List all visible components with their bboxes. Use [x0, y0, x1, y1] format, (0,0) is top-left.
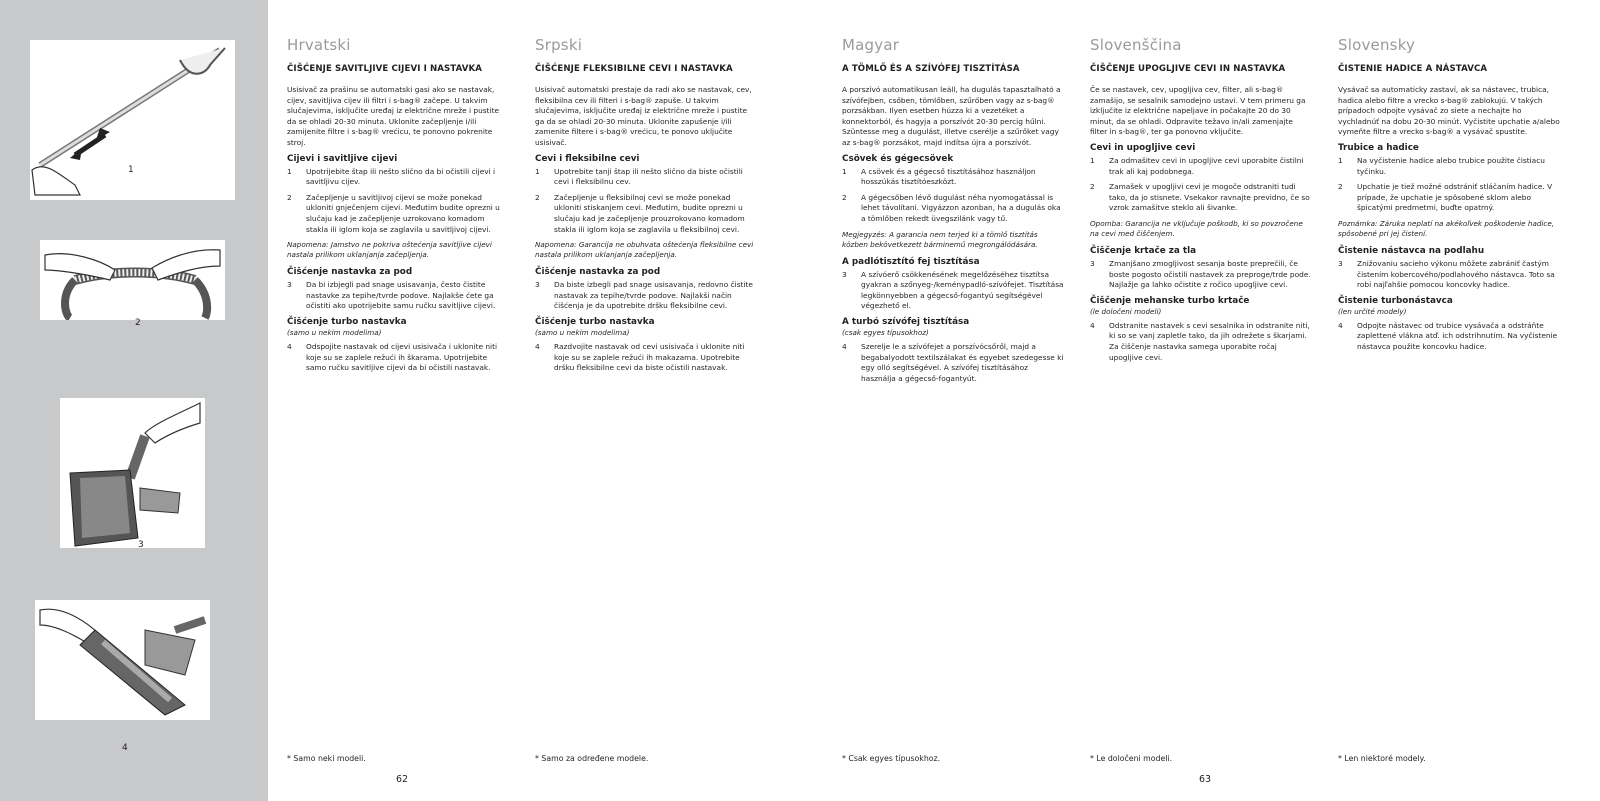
step-number: 3: [1090, 258, 1095, 268]
step-item: [1090, 259, 1312, 291]
step-text: Na vyčistenie hadice alebo trubice použite čistiacu tyčinku.: [1357, 155, 1545, 176]
intro-paragraph: A porszívó automatikusan leáll, ha dugulás tapasztalható a szívófejben, csőben, tömlőben, szűrőben vagy az s-bag® porzsákban. Ilyen esetben húzza ki a vezetéket a konnektorból, és hagyja a porszívót 20-30 percig hűlni. Szüntesse meg a dugulást, illetve cserélje a szűrőket vagy az s-bag® porzsákot, majd indítsa újra a porszívót.: [842, 85, 1061, 147]
step-item: [842, 167, 1064, 188]
step-text: Odpojte nástavec od trubice vysávača a odstráňte zaplettené vlákna atď. ich odstrihnutím. Na vyčistenie nástavca použite koncovku hadice.: [1357, 320, 1558, 351]
subheading: Čiščenje mehanske turbo krtače: [1090, 295, 1250, 306]
step-number: 4: [1090, 320, 1095, 330]
step-number: 3: [535, 280, 540, 290]
subheading: Trubice a hadice: [1338, 142, 1419, 153]
model-note: (samo u nekim modelima): [535, 327, 630, 337]
step-item: [287, 167, 509, 188]
illustration-hose-squeeze: [40, 240, 225, 320]
column-slovenscina: [1090, 36, 1312, 368]
model-note: (csak egyes típusokhoz): [842, 327, 929, 337]
intro-paragraph: Vysávač sa automaticky zastaví, ak sa nástavec, trubica, hadica alebo filtre a vrecko s-bag® zablokujú. V takých prípadoch odpojte vysávač zo siete a nechajte ho vychladnúť na dobu 20-30 minút. Vyčistite upchatie a/alebo vymeňte filtre a vrecko s-bag® a vysávač spustite.: [1338, 85, 1560, 137]
step-item: [1338, 182, 1560, 214]
step-item: [1338, 156, 1560, 177]
subheading: Čišćenje turbo nastavka: [535, 316, 655, 327]
figure-number: 3: [138, 540, 144, 550]
step-item: [287, 280, 509, 312]
subheading: Čistenie nástavca na podlahu: [1338, 245, 1485, 256]
step-number: 3: [1338, 258, 1343, 268]
subheading: Cevi i fleksibilne cevi: [535, 153, 640, 164]
section-title: ČIŠĆENJE SAVITLJIVE CIJEVI I NASTAVKA: [287, 64, 483, 74]
model-note: (samo u nekim modelima): [287, 327, 382, 337]
step-item: [535, 342, 757, 374]
step-text: Upchatie je tiež možné odstrániť stláčaním hadice. V prípade, že upchatie je spôsobené sklom alebo špicatými predmetmi, buďte opatrný.: [1357, 182, 1553, 213]
page-number-right: 63: [1199, 774, 1212, 785]
figure-number: 2: [135, 318, 141, 328]
step-text: Odspojite nastavak od cijevi usisivača i uklonite niti koje su se zaplele režući ih škarama. Upotrijebite samo ručku savitljive cijevi da bi očistili nastavak.: [306, 341, 498, 373]
note-text: Opomba: Garancija ne vključuje poškodb, ki so povzročene na cevi med čiščenjem.: [1090, 218, 1303, 238]
note-text: Napomena: Jamstvo ne pokriva oštećenja savitljive cijevi nastala prilikom uklanjanja začepljenja.: [287, 240, 492, 260]
step-text: Znižovaniu sacieho výkonu môžete zabrániť častým čistením kobercového/podlahového nástavca. Toto sa robí najľahšie pomocou koncovky hadice.: [1357, 258, 1555, 290]
step-text: Szerelje le a szívófejet a porszívócsőről, majd a begabalyodott textilszálakat és egyebet szedegesse ki egy olló segítségével. A szívófej tisztításához használja a gégecső-fogantyút.: [861, 341, 1064, 383]
step-text: Zmanjšano zmogljivost sesanja boste preprečili, če boste pogosto očistili nastavek za preproge/trde pode. Najlažje ga lahko očistite z ročico upogljive cevi.: [1109, 258, 1311, 290]
illustration-turbo-nozzle: [35, 600, 210, 720]
step-number: 1: [842, 166, 847, 176]
subheading: Čišćenje nastavka za pod: [535, 267, 661, 278]
note-text: Napomena: Garancija ne obuhvata oštećenja fleksibilne cevi nastala prilikom uklanjanja začepljenja.: [535, 240, 754, 260]
step-item: [535, 280, 757, 312]
section-title: ČISTENIE HADICE A NÁSTAVCA: [1338, 64, 1488, 74]
intro-paragraph: Usisivač automatski prestaje da radi ako se nastavak, cev, fleksibilna cev ili filteri i s-bag® zapuše. U takvim slučajevima, isključite uređaj iz električne mreže i pustite ga da se ohladi 20-30 minuta. Uklonite zapušenje i/ili zamenite filtere i s-bag® vrećicu, te ponovo uključite usisivač.: [535, 85, 752, 147]
step-text: Začepljenje u savitljivoj cijevi se može ponekad ukloniti gnječenjem cijevi. Međutim budite oprezni u slučaju kad je začepljenje uzrokovano komadom stakla ili iglom koja se zaglavila u savitljivoj cijevi.: [306, 192, 500, 234]
language-heading: Slovenščina: [1090, 36, 1182, 54]
language-heading: Hrvatski: [287, 36, 351, 54]
step-number: 3: [842, 269, 847, 279]
subheading: A turbó szívófej tisztítása: [842, 316, 970, 327]
model-note: (le določeni modeli): [1090, 306, 1162, 316]
step-item: [287, 193, 509, 235]
illustration-sidebar: [0, 0, 268, 801]
subheading: Čiščenje krtače za tla: [1090, 245, 1197, 256]
figure-number: 4: [122, 743, 128, 753]
step-text: Zamašek v upogljivi cevi je mogoče odstraniti tudi tako, da jo stisnete. Vsekakor ravnajte previdno, če so vzrok zamašitve steklo ali šivanke.: [1109, 182, 1310, 213]
step-text: Odstranite nastavek s cevi sesalnika in odstranite niti, ki so se vanj zapletle tako, da jih odrežete s škarjami. Za čiščenje nastavka samega uporabite ročaj upogljive cevi.: [1109, 320, 1310, 362]
step-number: 1: [1338, 155, 1343, 165]
step-item: [1338, 321, 1560, 353]
step-item: [1090, 182, 1312, 214]
intro-paragraph: Usisivač za prašinu se automatski gasi ako se nastavak, cijev, savitljiva cijev ili filtri i s-bag® začepe. U takvim slučajevima, isključite uređaj iz električne mreže i pustite da se ohladi 20-30 minuta. Uklonite začepljenje i/ili zamijenite filtre i s-bag® vrećicu, te ponovno pokrenite stroj.: [287, 85, 500, 147]
subheading: Cijevi i savitljive cijevi: [287, 153, 398, 164]
note-text: Megjegyzés: A garancia nem terjed ki a tömlő tisztítás közben bekövetkezett bárminemű megrongálódására.: [842, 229, 1038, 249]
subheading: Čistenie turbonástavca: [1338, 295, 1453, 306]
column-hrvatski: [287, 36, 509, 379]
step-number: 2: [1338, 182, 1343, 192]
step-item: [842, 342, 1064, 384]
step-item: [1090, 321, 1312, 363]
footnote-magyar: * Csak egyes típusokhoz.: [842, 754, 941, 763]
illustration-floor-nozzle: [60, 398, 205, 548]
column-srpski: [535, 36, 757, 379]
section-title: ČIŠĆENJE FLEKSIBILNE CEVI I NASTAVKA: [535, 64, 733, 74]
step-number: 2: [842, 192, 847, 202]
step-text: Začepljenje u fleksibilnoj cevi se može ponekad ukloniti stiskanjem cevi. Međutim, budite oprezni u slučaju kad je začepljenje prouzrokovano komadom stakla ili iglom koja se zaglavila u fleksibilnoj cevi.: [554, 192, 745, 234]
footnote-hrvatski: * Samo neki modeli.: [287, 754, 366, 763]
step-text: A szívóerő csökkenésének megelőzéséhez tisztítsa gyakran a szőnyeg-/keménypadló-szívófejet. Tisztítása legkönnyebben a gégecső-fogantyú segítségével végezhető el.: [861, 269, 1064, 311]
section-title: ČIŠČENJE UPOGLJIVE CEVI IN NASTAVKA: [1090, 64, 1286, 74]
step-text: Upotrijebite štap ili nešto slično da bi očistili cijevi i savitljivu cijev.: [306, 166, 496, 187]
step-number: 2: [1090, 182, 1095, 192]
step-number: 4: [1338, 320, 1343, 330]
footnote-slovensky: * Len niektoré modely.: [1338, 754, 1426, 763]
subheading: Csövek és gégecsövek: [842, 153, 954, 164]
step-number: 1: [535, 166, 540, 176]
note-text: Poznámka: Záruka neplatí na akékoľvek poškodenie hadice, spôsobené pri jej čistení.: [1338, 218, 1555, 238]
step-number: 4: [287, 341, 292, 351]
step-item: [535, 193, 757, 235]
step-item: [842, 193, 1064, 225]
language-heading: Srpski: [535, 36, 583, 54]
step-number: 4: [535, 341, 540, 351]
step-text: A csövek és a gégecső tisztításához használjon hosszúkás tisztítóeszközt.: [861, 166, 1036, 187]
language-heading: Magyar: [842, 36, 900, 54]
step-text: A gégecsőben lévő dugulást néha nyomogatással is lehet távolítani. Vigyázzon azonban, ha a dugulás oka a tömlőben rekedt üvegszilánk vagy tű.: [861, 192, 1061, 223]
step-number: 2: [535, 192, 540, 202]
intro-paragraph: Če se nastavek, cev, upogljiva cev, filter, ali s-bag® zamašijo, se sesalnik samodejno ustavi. V tem primeru ga izključite iz električne napeljave in počakajte 20 do 30 minut, da se ohladi. Odpravite težavo in/ali zamenjajte filter in s-bag®, ter ga ponovno vključite.: [1090, 85, 1306, 137]
language-heading: Slovensky: [1338, 36, 1416, 54]
step-item: [287, 342, 509, 374]
column-slovensky: [1338, 36, 1560, 358]
footnote-slovenscina: * Le določeni modeli.: [1090, 754, 1173, 763]
step-number: 4: [842, 341, 847, 351]
subheading: A padlótisztító fej tisztítása: [842, 256, 980, 267]
figure-number: 1: [128, 165, 134, 175]
step-text: Upotrebite tanji štap ili nešto slično da biste očistili cevi i fleksibilnu cev.: [554, 166, 743, 187]
step-item: [1090, 156, 1312, 177]
model-note: (len určité modely): [1338, 306, 1407, 316]
subheading: Čišćenje nastavka za pod: [287, 267, 413, 278]
page-number-left: 62: [396, 774, 409, 785]
step-number: 2: [287, 192, 292, 202]
step-number: 3: [287, 280, 292, 290]
footnote-srpski: * Samo za određene modele.: [535, 754, 649, 763]
step-item: [1338, 259, 1560, 291]
subheading: Cevi in upogljive cevi: [1090, 142, 1196, 153]
step-item: [535, 167, 757, 188]
section-title: A TÖMLŐ ÉS A SZÍVÓFEJ TISZTÍTÁSA: [842, 64, 1020, 74]
subheading: Čišćenje turbo nastavka: [287, 316, 407, 327]
step-text: Za odmašitev cevi in upogljive cevi uporabite čistilni trak ali kaj podobnega.: [1109, 155, 1304, 176]
column-magyar: [842, 36, 1064, 389]
step-number: 1: [287, 166, 292, 176]
step-text: Da bi izbjegli pad snage usisavanja, često čistite nastavke za tepihe/tvrde podove. Najlakše ćete ga očistiti ako upotrijebite samu ručku savitljive cijevi.: [306, 280, 496, 311]
step-text: Razdvojite nastavak od cevi usisivača i uklonite niti koje su se zaplele režući ih makazama. Upotrebite dršku fleksibilne cevi da biste očistili nastavak.: [554, 341, 745, 373]
step-number: 1: [1090, 155, 1095, 165]
step-item: [842, 270, 1064, 312]
illustration-hose-wand: [30, 40, 235, 200]
step-text: Da biste izbegli pad snage usisavanja, redovno čistite nastavak za tepihe/tvrde podove. Najlakši način čišćenja je da upotrebite dršku fleksibilne cevi.: [554, 280, 753, 311]
